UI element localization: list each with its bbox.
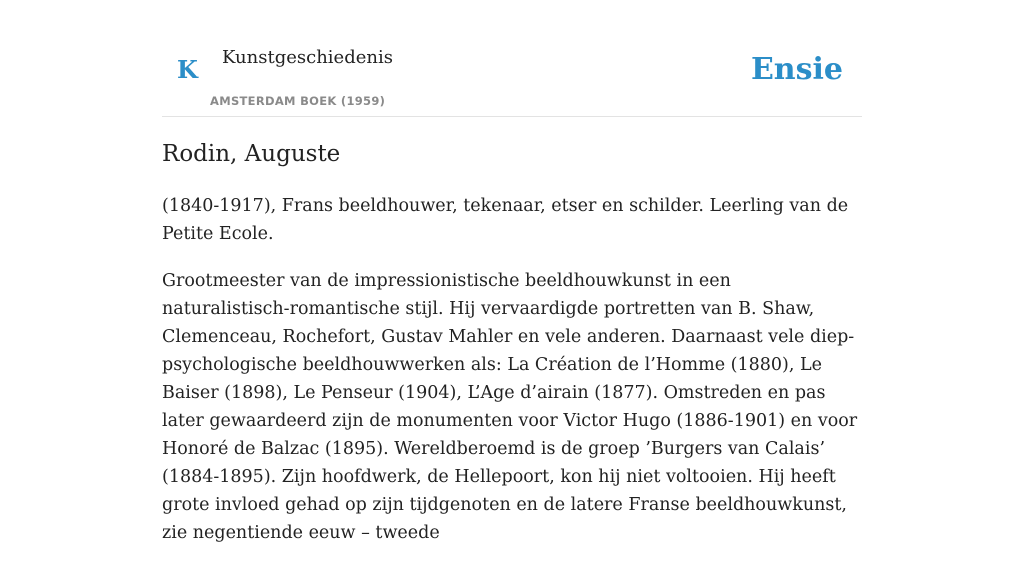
article (162, 136, 862, 566)
book-logo[interactable]: K (177, 55, 198, 84)
book-title-link[interactable]: Kunstgeschiedenis (222, 47, 393, 68)
header (162, 0, 862, 117)
article-paragraph: (1840-1917), Frans beeldhouwer, tekenaar, etser en schilder. Leerling van de Petite Ecole. (162, 196, 849, 244)
book-subtitle: AMSTERDAM BOEK (1959) (210, 94, 386, 108)
article-paragraph: Grootmeester van de impressionistische beeldhouwkunst in een naturalistisch-romantische stijl. Hij vervaardigde portretten van B. Shaw, Clemenceau, Rochefort, Gustav Mahler en vele anderen. Daarnaast vele diep-psychologische beeldhouwwerken als: La Création de l’Homme (1880), Le Baiser (1898), Le Penseur (1904), L’Age d’airain (1877). Omstreden en pas later gewaardeerd zijn de monumenten voor Victor Hugo (1886-1901) en voor Honoré de Balzac (1895). Wereldberoemd is de groep ’Burgers van Calais’ (1884-1895). Zijn hoofdwerk, de Hellepoort, kon hij niet voltooien. Hij heeft grote invloed gehad op zijn tijdgenoten en de latere Franse beeldhouwkunst, zie negentiende eeuw – tweede (162, 271, 858, 543)
brand-logo[interactable]: Ensie (750, 52, 843, 87)
article-title: Rodin, Auguste (162, 141, 341, 167)
